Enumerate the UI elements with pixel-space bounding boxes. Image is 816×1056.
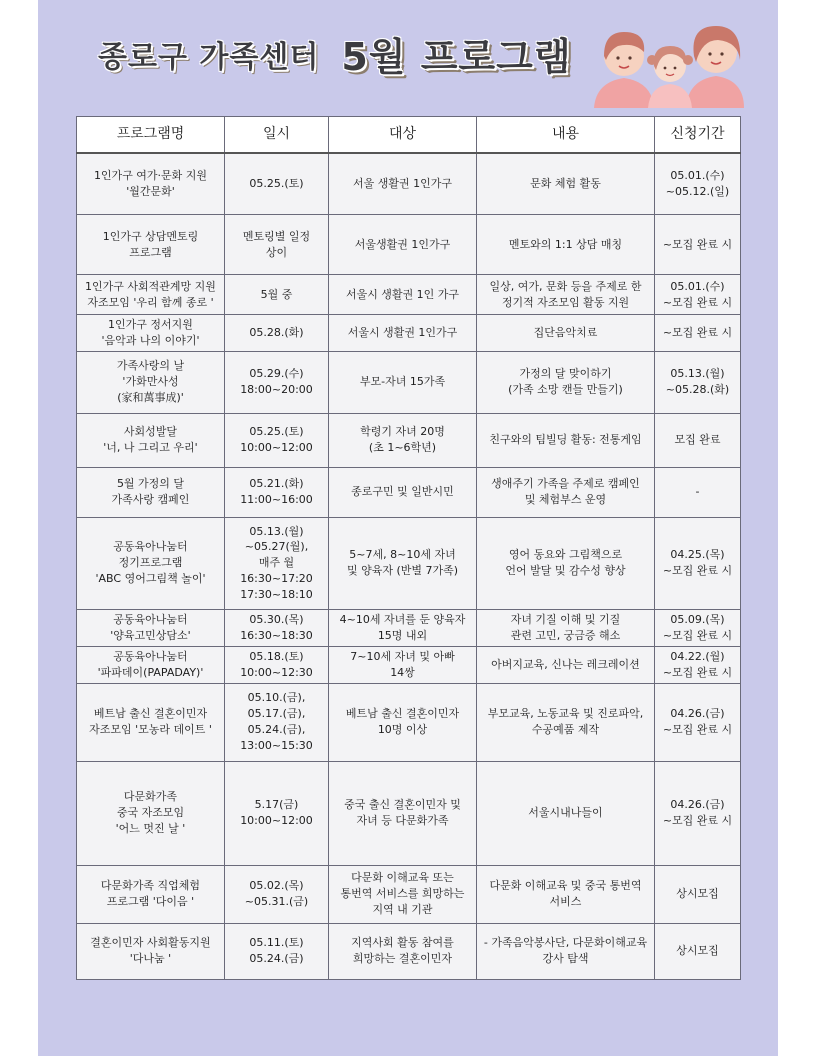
cell-text-line: 지역사회 활동 참여를	[351, 936, 454, 950]
cell-text-line: '가화만사성	[122, 375, 179, 389]
cell-text-line: 서울생활권 1인가구	[354, 237, 451, 251]
cell-text-line: 모집 완료	[674, 433, 721, 447]
table-row	[77, 275, 741, 315]
column-header-date: 일시	[225, 117, 329, 153]
cell-content	[477, 153, 655, 215]
cell-text-line: 생애주기 가족을 주제로 캠페인	[491, 477, 640, 491]
cell-content	[477, 517, 655, 609]
table-row	[77, 923, 741, 979]
cell-program-name	[77, 351, 225, 413]
table-row	[77, 865, 741, 923]
cell-text-line: 5.17(금)	[254, 798, 299, 812]
cell-target	[329, 467, 477, 517]
cell-text-line: 매주 월	[258, 556, 295, 570]
cell-text-line: ~모집 완료 시	[662, 628, 733, 642]
cell-text-line: 서울시내나들이	[528, 806, 603, 820]
table-row	[77, 683, 741, 761]
cell-date	[225, 923, 329, 979]
cell-text-line: 04.25.(목)	[670, 548, 725, 562]
cell-text-line: 1인가구 상담멘토링	[102, 229, 199, 243]
cell-text-line: 영어 동요와 그림책으로	[508, 548, 623, 562]
cell-text-line: ~모집 완료 시	[662, 564, 733, 578]
cell-text-line: 10명 이상	[377, 723, 428, 737]
cell-text-line: 공동육아나눔터	[113, 540, 188, 554]
cell-period	[655, 683, 741, 761]
page-background	[38, 0, 778, 1056]
cell-date	[225, 609, 329, 646]
cell-period	[655, 275, 741, 315]
table-header-row	[77, 117, 741, 153]
family-illustration-icon	[594, 12, 744, 108]
cell-target	[329, 351, 477, 413]
cell-text-line: 10:00~12:00	[240, 814, 313, 828]
program-table	[76, 116, 741, 980]
cell-text-line: 15명 내외	[377, 628, 428, 642]
cell-text-line: ~05.31.(금)	[244, 895, 309, 909]
cell-text-line: 공동육아나눔터	[113, 649, 188, 663]
cell-text-line: ~모집 완료 시	[662, 665, 733, 679]
cell-period	[655, 609, 741, 646]
cell-text-line: '파파데이(PAPADAY)'	[97, 665, 204, 679]
cell-text-line: 자조모임 '모농라 데이트 '	[89, 723, 212, 737]
cell-program-name	[77, 646, 225, 683]
cell-text-line: '다나눔 '	[129, 952, 172, 966]
cell-target	[329, 153, 477, 215]
cell-text-line: '음악과 나의 이야기'	[101, 333, 200, 347]
cell-text-line: 04.26.(금)	[670, 707, 725, 721]
cell-text-line: (家和萬事成)'	[117, 391, 184, 405]
cell-period	[655, 153, 741, 215]
cell-program-name	[77, 865, 225, 923]
cell-content	[477, 467, 655, 517]
table-row	[77, 646, 741, 683]
cell-text-line: 정기적 자조모임 활동 지원	[501, 295, 630, 309]
cell-text-line: 중국 자조모임	[116, 806, 185, 820]
cell-text-line: 베트남 출신 결혼이민자	[93, 707, 208, 721]
table-row	[77, 153, 741, 215]
cell-text-line: ~모집 완료 시	[662, 295, 733, 309]
cell-text-line: 05.18.(토)	[249, 649, 304, 663]
cell-text-line: 1인가구 여가·문화 지원	[93, 168, 208, 182]
cell-text-line: 11:00~16:00	[240, 493, 313, 507]
cell-date	[225, 683, 329, 761]
cell-text-line: 05.11.(토)	[249, 936, 304, 950]
cell-target	[329, 923, 477, 979]
cell-text-line: 05.10.(금),	[247, 691, 306, 705]
cell-date	[225, 215, 329, 275]
cell-text-line: 부모-자녀 15가족	[359, 375, 446, 389]
cell-text-line: 자조모임 '우리 함께 종로 '	[87, 295, 214, 309]
cell-target	[329, 683, 477, 761]
cell-text-line: 아버지교육, 신나는 레크레이션	[491, 657, 640, 671]
cell-text-line: 다문화 이해교육 및 중국 통번역	[489, 879, 642, 893]
cell-text-line: 종로구민 및 일반시민	[351, 485, 454, 499]
month-program-title: 5월 프로그램	[341, 35, 572, 79]
cell-text-line: 정기프로그램	[118, 556, 183, 570]
table-body	[77, 153, 741, 980]
cell-text-line: 일상, 여가, 문화 등을 주제로 한	[489, 279, 642, 293]
cell-text-line: 사회성발달	[123, 425, 178, 439]
table-row	[77, 517, 741, 609]
cell-program-name	[77, 923, 225, 979]
cell-date	[225, 275, 329, 315]
cell-content	[477, 351, 655, 413]
cell-text-line: 04.26.(금)	[670, 798, 725, 812]
cell-text-line: 상시모집	[676, 944, 719, 958]
cell-text-line: - 가족음악봉사단, 다문화이해교육	[483, 936, 648, 950]
cell-period	[655, 215, 741, 275]
cell-text-line: 04.22.(월)	[670, 649, 725, 663]
cell-text-line: ~05.27(월),	[244, 540, 309, 554]
cell-period	[655, 923, 741, 979]
cell-text-line: '너, 나 그리고 우리'	[103, 441, 198, 455]
column-header-period: 신청기간	[655, 117, 741, 153]
cell-target	[329, 413, 477, 467]
cell-text-line: 05.30.(목)	[249, 612, 304, 626]
cell-text-line: 13:00~15:30	[240, 739, 313, 753]
cell-text-line: 05.24.(금)	[249, 952, 304, 966]
cell-text-line: 16:30~17:20	[240, 572, 313, 586]
cell-target	[329, 761, 477, 865]
cell-target	[329, 609, 477, 646]
table-row	[77, 761, 741, 865]
cell-text-line: '양육고민상담소'	[110, 628, 191, 642]
header	[38, 0, 778, 112]
cell-text-line: 중국 출신 결혼이민자 및	[344, 798, 461, 812]
cell-text-line: 부모교육, 노동교육 및 진로파악,	[487, 707, 644, 721]
cell-text-line: ~05.12.(일)	[665, 184, 730, 198]
cell-text-line: 프로그램	[129, 245, 172, 259]
cell-text-line: 5월 가정의 달	[116, 477, 185, 491]
cell-text-line: 05.02.(목)	[249, 879, 304, 893]
cell-date	[225, 865, 329, 923]
cell-text-line: 05.24.(금),	[247, 723, 306, 737]
cell-text-line: 05.25.(토)	[249, 176, 304, 190]
cell-target	[329, 215, 477, 275]
cell-text-line: '월간문화'	[126, 184, 175, 198]
cell-text-line: 05.13.(월)	[249, 524, 304, 538]
cell-text-line: 4~10세 자녀를 둔 양육자	[339, 612, 466, 626]
cell-text-line: 서울시 생활권 1인가구	[347, 325, 458, 339]
cell-text-line: 멘토와의 1:1 상담 매칭	[508, 237, 623, 251]
cell-text-line: 5~7세, 8~10세 자녀	[349, 548, 456, 562]
cell-text-line: 멘토링별 일정	[242, 229, 311, 243]
cell-program-name	[77, 609, 225, 646]
column-header-content: 내용	[477, 117, 655, 153]
column-header-target: 대상	[329, 117, 477, 153]
cell-text-line: 베트남 출신 결혼이민자	[345, 707, 460, 721]
cell-target	[329, 517, 477, 609]
cell-text-line: 결혼이민자 사회활동지원	[90, 936, 211, 950]
cell-text-line: 및 체험부스 운영	[524, 493, 607, 507]
cell-text-line: 자녀 등 다문화가족	[356, 814, 449, 828]
cell-target	[329, 646, 477, 683]
cell-content	[477, 609, 655, 646]
cell-content	[477, 683, 655, 761]
cell-text-line: (초 1~6학년)	[368, 441, 437, 455]
table-row	[77, 215, 741, 275]
cell-content	[477, 761, 655, 865]
cell-text-line: 서울 생활권 1인가구	[353, 176, 452, 190]
cell-text-line: 학령기 자녀 20명	[360, 425, 445, 439]
cell-text-line: ~05.28.(화)	[665, 383, 730, 397]
cell-period	[655, 467, 741, 517]
cell-text-line: 가족사랑의 날	[116, 359, 185, 373]
cell-text-line: 가족사랑 캠페인	[111, 493, 190, 507]
table-row	[77, 413, 741, 467]
cell-program-name	[77, 761, 225, 865]
cell-text-line: 05.01.(수)	[670, 168, 725, 182]
cell-text-line: 집단음악치료	[533, 325, 598, 339]
cell-text-line: 10:00~12:30	[240, 665, 313, 679]
center-title: 종로구 가족센터	[98, 39, 320, 75]
cell-date	[225, 315, 329, 352]
cell-text-line: 05.21.(화)	[249, 477, 304, 491]
cell-text-line: 다문화 이해교육 또는	[351, 871, 454, 885]
cell-text-line: 프로그램 '다이음 '	[106, 895, 195, 909]
cell-text-line: 희망하는 결혼이민자	[352, 952, 453, 966]
cell-text-line: 상이	[265, 245, 288, 259]
cell-text-line: 다문화가족 직업체험	[100, 879, 201, 893]
cell-date	[225, 517, 329, 609]
cell-text-line: ~모집 완료 시	[662, 723, 733, 737]
cell-period	[655, 865, 741, 923]
cell-text-line: 10:00~12:00	[240, 441, 313, 455]
cell-text-line: 05.13.(월)	[670, 367, 725, 381]
cell-text-line: 서비스	[549, 895, 582, 909]
cell-text-line: 7~10세 자녀 및 아빠	[350, 649, 455, 663]
cell-text-line: 다문화가족	[123, 790, 178, 804]
cell-text-line: 관련 고민, 궁금증 해소	[510, 628, 621, 642]
cell-text-line: 공동육아나눔터	[113, 612, 188, 626]
cell-content	[477, 315, 655, 352]
cell-program-name	[77, 413, 225, 467]
title-group	[98, 26, 572, 81]
cell-period	[655, 351, 741, 413]
cell-date	[225, 761, 329, 865]
cell-program-name	[77, 315, 225, 352]
cell-date	[225, 646, 329, 683]
table-row	[77, 609, 741, 646]
cell-content	[477, 215, 655, 275]
cell-text-line: ~모집 완료 시	[662, 237, 733, 251]
cell-target	[329, 275, 477, 315]
cell-text-line: 자녀 기질 이해 및 기질	[510, 612, 621, 626]
cell-period	[655, 413, 741, 467]
cell-content	[477, 646, 655, 683]
cell-text-line: (가족 소망 캔들 만들기)	[508, 383, 623, 397]
cell-program-name	[77, 683, 225, 761]
cell-text-line: 상시모집	[676, 887, 719, 901]
cell-text-line: 05.09.(목)	[670, 612, 725, 626]
cell-text-line: 서울시 생활권 1인 가구	[345, 287, 460, 301]
table-row	[77, 315, 741, 352]
cell-text-line: 05.01.(수)	[670, 279, 725, 293]
cell-text-line: 5월 중	[260, 287, 293, 301]
cell-text-line: 18:00~20:00	[240, 383, 313, 397]
cell-program-name	[77, 275, 225, 315]
cell-text-line: 강사 탐색	[542, 952, 589, 966]
cell-date	[225, 413, 329, 467]
cell-content	[477, 275, 655, 315]
cell-period	[655, 517, 741, 609]
table-row	[77, 467, 741, 517]
cell-content	[477, 923, 655, 979]
cell-text-line: 16:30~18:30	[240, 628, 313, 642]
cell-date	[225, 467, 329, 517]
cell-period	[655, 315, 741, 352]
cell-period	[655, 646, 741, 683]
cell-text-line: 1인가구 사회적관계망 지원	[85, 279, 216, 293]
cell-text-line: 14쌍	[390, 665, 415, 679]
cell-text-line: 수공예품 제작	[531, 723, 600, 737]
cell-text-line: 친구와의 팀빌딩 활동: 전통게임	[489, 433, 642, 447]
cell-target	[329, 315, 477, 352]
cell-text-line: '어느 멋진 날 '	[115, 822, 186, 836]
column-header-name: 프로그램명	[77, 117, 225, 153]
cell-text-line: 및 양육자 (반별 7가족)	[346, 564, 459, 578]
cell-text-line: 05.29.(수)	[249, 367, 304, 381]
cell-program-name	[77, 153, 225, 215]
cell-content	[477, 413, 655, 467]
cell-text-line: ~모집 완료 시	[662, 325, 733, 339]
cell-period	[655, 761, 741, 865]
cell-text-line: 언어 발달 및 감수성 향상	[505, 564, 626, 578]
cell-text-line: 가정의 달 맞이하기	[519, 367, 612, 381]
cell-date	[225, 351, 329, 413]
cell-text-line: -	[695, 485, 700, 499]
cell-text-line: 05.28.(화)	[249, 325, 304, 339]
cell-date	[225, 153, 329, 215]
cell-text-line: 05.17.(금),	[247, 707, 306, 721]
cell-text-line: ~모집 완료 시	[662, 814, 733, 828]
cell-content	[477, 865, 655, 923]
cell-program-name	[77, 467, 225, 517]
cell-program-name	[77, 517, 225, 609]
cell-text-line: 문화 체험 활동	[530, 176, 601, 190]
cell-text-line: 17:30~18:10	[240, 588, 313, 602]
cell-text-line: 통번역 서비스를 희망하는	[340, 887, 465, 901]
cell-program-name	[77, 215, 225, 275]
cell-text-line: 05.25.(토)	[249, 425, 304, 439]
table-row	[77, 351, 741, 413]
cell-text-line: 'ABC 영어그림책 놀이'	[95, 572, 206, 586]
cell-text-line: 지역 내 기관	[372, 903, 433, 917]
cell-text-line: 1인가구 정서지원	[108, 318, 193, 331]
cell-target	[329, 865, 477, 923]
